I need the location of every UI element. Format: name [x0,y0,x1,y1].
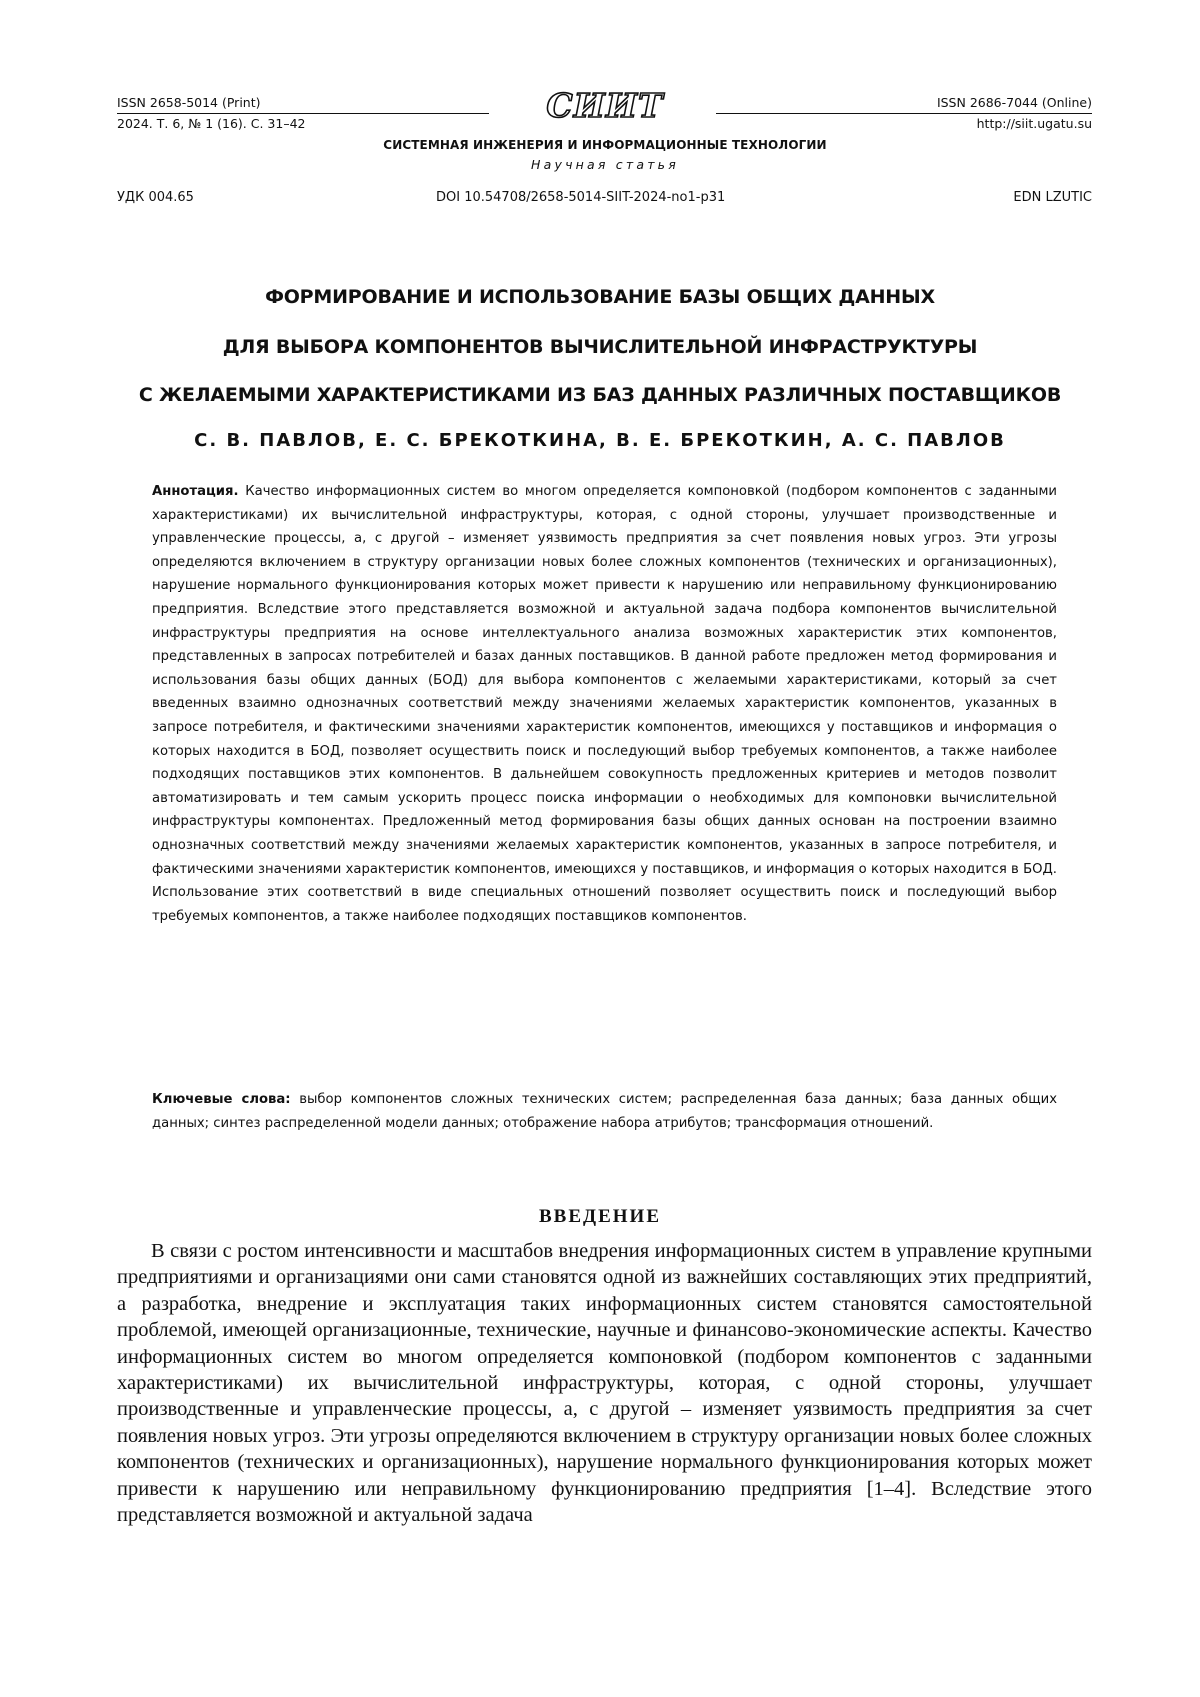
title-line-2: ДЛЯ ВЫБОРА КОМПОНЕНТОВ ВЫЧИСЛИТЕЛЬНОЙ ИНФРАСТРУКТУРЫ [60,336,1140,358]
introduction-text: В связи с ростом интенсивности и масштабов внедрения информационных систем в управление крупными предприятиями и организациями они сами становятся одной из важнейших составляющих этих предприятий, а разработка, внедрение и эксплуатация таких информационных систем становятся самостоятельной проблемой, имеющей организационные, технические, научные и финансово-экономические аспекты. Качество информационных систем во многом определяется компоновкой (подбором компонентов с заданными характеристиками) их вычислительной инфраструктуры, которая, с одной стороны, улучшает производственные и управленческие процессы, а, с другой – изменяет уязвимость предприятия за счет появления новых угроз. Эти угрозы определяются включением в структуру организации новых более сложных компонентов (технических и организационных), нарушение нормального функционирования которых может привести к нарушению или неправильному функционированию предприятия [1–4]. Вследствие этого представляется возможной и актуальной задача [117,1238,1092,1528]
title-line-1: ФОРМИРОВАНИЕ И ИСПОЛЬЗОВАНИЕ БАЗЫ ОБЩИХ ДАННЫХ [60,286,1140,308]
udk: УДК 004.65 [117,190,194,205]
abstract [152,480,1057,928]
edn: EDN LZUTIC [1013,190,1092,205]
title-line-3: С ЖЕЛАЕМЫМИ ХАРАКТЕРИСТИКАМИ ИЗ БАЗ ДАННЫХ РАЗЛИЧНЫХ ПОСТАВЩИКОВ [60,384,1140,406]
issn-print: ISSN 2658-5014 (Print) [117,92,261,113]
keywords-label: Ключевые слова: [152,1092,291,1107]
keywords-text: выбор компонентов сложных технических систем; распределенная база данных; база данных общих данных; синтез распределенной модели данных; отображение набора атрибутов; трансформация отношений. [152,1092,1057,1131]
doi[interactable]: DOI 10.54708/2658-5014-SIIT-2024-no1-p31 [436,190,725,205]
abstract-label: Аннотация. [152,484,239,499]
journal-logo: СИИТ [510,88,700,124]
section-title-introduction: ВВЕДЕНИЕ [60,1206,1140,1228]
abstract-text: Качество информационных систем во многом определяется компоновкой (подбором компонентов с заданными характеристиками) их вычислительной инфраструктуры, которая, с одной стороны, улучшает производственные и управленческие процессы, а, с другой – изменяет уязвимость предприятия за счет появления новых угроз. Эти угрозы определяются включением в структуру организации новых более сложных компонентов (технических и организационных), нарушение нормального функционирования которых может привести к нарушению или неправильному функционированию предприятия. Вследствие этого представляется возможной и актуальной задача подбора компонентов вычислительной инфраструктуры предприятия на основе интеллектуального анализа возможных характеристик этих компонентов, представленных в запросах потребителей и базах данных поставщиков. В данной работе предложен метод формирования и использования базы общих данных (БОД) для выбора компонентов с желаемыми характеристиками, который за счет введенных взаимно однозначных соответствий между значениями желаемых характеристик компонентов, указанных в запросе потребителя, и фактическими значениями характеристик компонентов, имеющихся у поставщиков и информация о которых находится в БОД, позволяет осуществить поиск и последующий выбор требуемых компонентов, а также наиболее подходящих поставщиков этих компонентов. В дальнейшем совокупность предложенных критериев и методов позволит автоматизировать и тем самым ускорить процесс поиска информации о необходимых для компоновки вычислительной инфраструктуры компонентах. Предложенный метод формирования базы общих данных основан на построении взаимно однозначных соответствий между значениями желаемых характеристик компонентов, указанных в запросе потребителя, и фактическими значениями характеристик компонентов, имеющихся у поставщиков, и информация о которых находится в БОД. Использование этих соответствий в виде специальных отношений позволяет осуществить поиск и последующий выбор требуемых компонентов, а также наиболее подходящих поставщиков компонентов. [152,484,1057,924]
article-type: Научная статья [380,157,830,172]
journal-name: СИСТЕМНАЯ ИНЖЕНЕРИЯ И ИНФОРМАЦИОННЫЕ ТЕХНОЛОГИИ [380,138,830,152]
header-rule-left [117,113,489,114]
keywords [152,1088,1057,1135]
issn-online: ISSN 2686-7044 (Online) [937,92,1092,113]
authors: С. В. ПАВЛОВ, Е. С. БРЕКОТКИНА, В. Е. БРЕКОТКИН, А. С. ПАВЛОВ [60,430,1140,451]
journal-website[interactable]: http://siit.ugatu.su [977,113,1092,134]
issue-info: 2024. Т. 6, № 1 (16). С. 31–42 [117,113,305,134]
